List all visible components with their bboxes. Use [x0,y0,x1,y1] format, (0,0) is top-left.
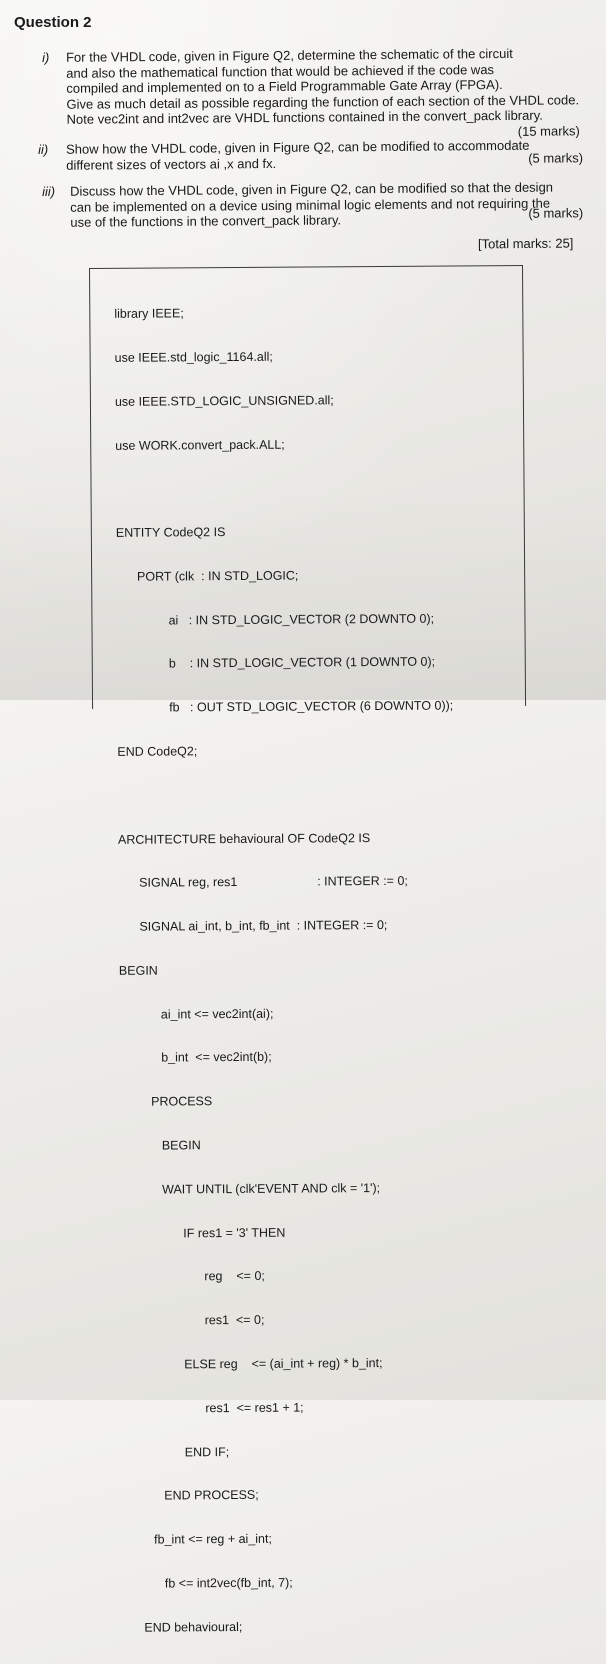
code-line: library IEEE; [114,306,184,322]
marks-label: (15 marks) [517,123,580,139]
question-text [66,45,579,127]
code-line: END PROCESS; [122,1488,259,1504]
code-line: WAIT UNTIL (clk'EVENT AND clk = '1'); [120,1180,381,1197]
question-number: ii) [38,141,49,157]
question-line: use of the functions in the convert_pack library. [70,212,342,230]
code-line: ARCHITECTURE behavioural OF CodeQ2 IS [117,830,371,847]
code-line: fb : OUT STD_LOGIC_VECTOR (6 DOWNTO 0)); [117,698,454,716]
code-line: SIGNAL reg, res1 : INTEGER := 0; [118,874,408,891]
question-heading: Question 2 [14,14,92,31]
question-text [70,180,553,231]
question-line: Note vec2int and int2vec are VHDL functions contained in the convert_pack library. [66,107,543,127]
question-line: can be implemented on a device using minimal logic elements and not requiring the [70,195,551,215]
code-line: b : IN STD_LOGIC_VECTOR (1 DOWNTO 0); [116,655,436,672]
question-line: Discuss how the VHDL code, given in Figure Q2, can be modified so that the design [69,179,554,199]
code-line: ai : IN STD_LOGIC_VECTOR (2 DOWNTO 0); [116,611,435,628]
code-line [118,786,454,803]
code-line: PORT (clk : IN STD_LOGIC; [116,568,299,584]
code-line: use IEEE.STD_LOGIC_UNSIGNED.all; [114,393,334,409]
code-line: fb_int <= reg + ai_int; [122,1531,272,1547]
code-line: ai_int <= vec2int(ai); [119,1006,274,1022]
code-line: ENTITY CodeQ2 IS [115,525,226,540]
question-line: and also the mathematical function that would be achieved if the code was [66,61,495,81]
code-figure-box [89,265,526,1635]
code-line: END behavioural; [123,1619,243,1635]
vhdl-code-block [114,275,460,1664]
code-line: b_int <= vec2int(b); [119,1050,272,1066]
code-line: use IEEE.std_logic_1164.all; [114,349,273,365]
code-line: END CodeQ2; [117,744,198,759]
code-line: END IF; [122,1444,230,1460]
code-line: PROCESS [119,1094,213,1110]
code-line: SIGNAL ai_int, b_int, fb_int : INTEGER := 0; [118,918,388,934]
question-number: i) [42,49,50,65]
code-line [115,480,451,497]
code-line: res1 <= 0; [121,1312,265,1328]
marks-label: (5 marks) [528,205,584,221]
marks-label: (5 marks) [528,150,584,166]
question-line: For the VHDL code, given in Figure Q2, determine the schematic of the circuit [65,45,513,65]
question-line: Give as much detail as possible regarding the function of each section of the VHDL code. [66,91,580,112]
code-line: ELSE reg <= (ai_int + reg) * b_int; [121,1355,383,1372]
question-text [66,138,530,173]
code-line: reg <= 0; [120,1269,265,1285]
code-line: BEGIN [120,1138,201,1153]
code-line: BEGIN [118,963,158,978]
total-marks: [Total marks: 25] [477,235,574,252]
question-line: Show how the VHDL code, given in Figure Q2, can be modified to accommodate [65,137,530,157]
question-number: iii) [42,183,56,199]
code-line: fb <= int2vec(fb_int, 7); [123,1575,293,1591]
code-line: IF res1 = '3' THEN [120,1225,286,1241]
question-line: different sizes of vectors ai ,x and fx. [66,155,277,173]
question-line: compiled and implemented on to a Field Programmable Gate Array (FPGA). [66,76,503,96]
code-line: res1 <= res1 + 1; [121,1400,304,1416]
code-line: use WORK.convert_pack.ALL; [115,437,285,453]
